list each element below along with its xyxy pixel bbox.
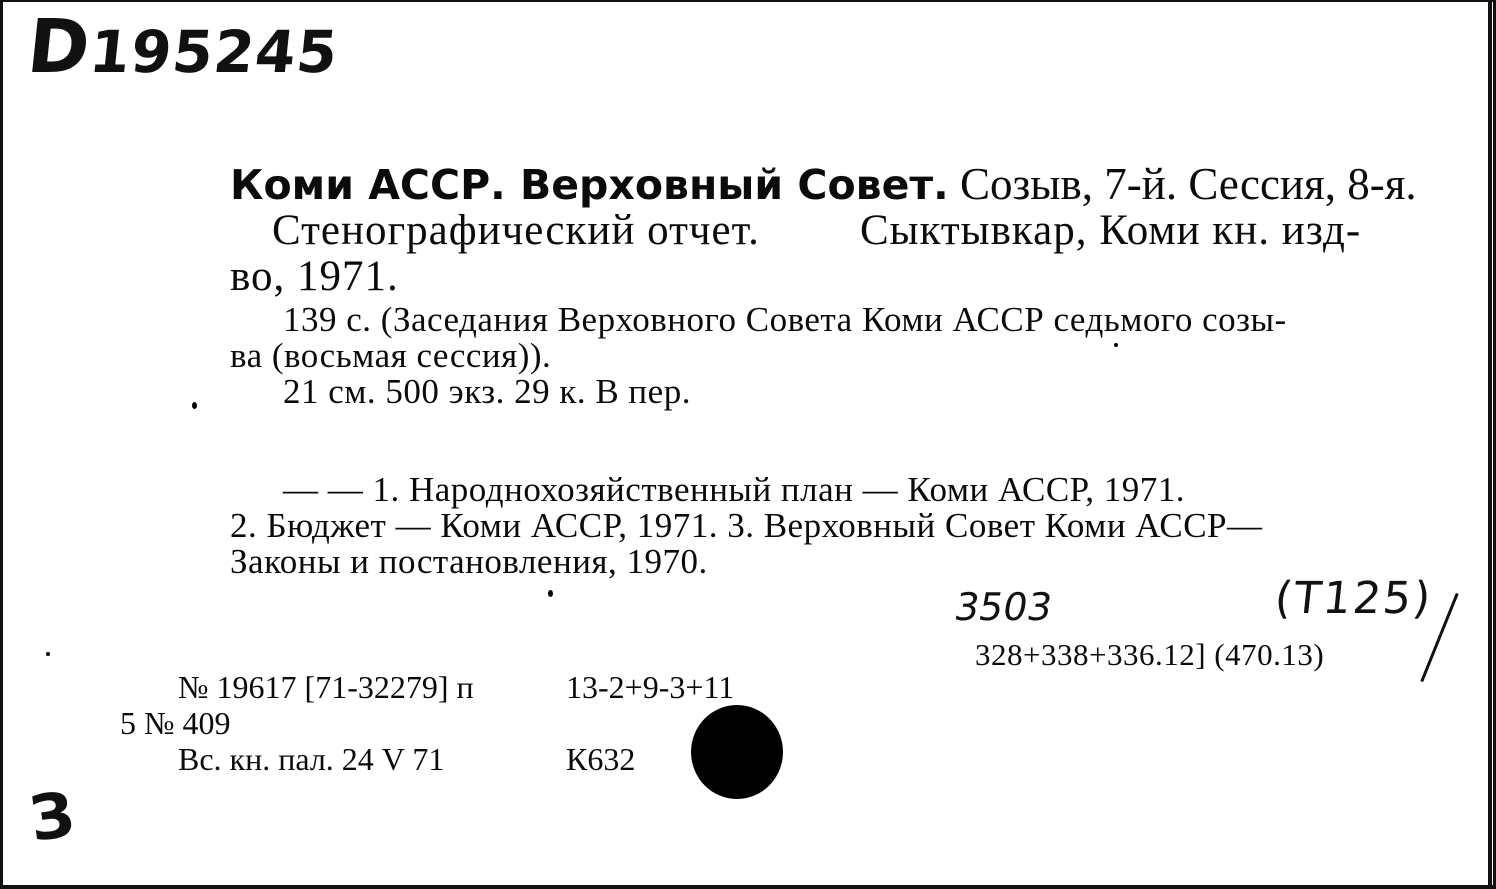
classification-index: 328+338+336.12] (470.13) — [975, 637, 1325, 672]
ink-speck — [46, 652, 50, 656]
punched-hole — [691, 705, 783, 799]
ink-speck — [192, 402, 197, 409]
entry-heading — [230, 158, 1417, 210]
card-border-bottom — [0, 885, 1496, 889]
physical-description: 21 см. 500 экз. 29 к. В пер. — [283, 372, 691, 411]
accession-prefix: D — [23, 4, 95, 90]
corner-handwritten-mark: З — [25, 777, 79, 856]
issue-number: 5 № 409 — [120, 705, 231, 741]
ink-speck — [1114, 343, 1118, 347]
imprint-line: Сыктывкар, Коми кн. изд- — [860, 207, 1362, 254]
card-border-right — [1488, 0, 1492, 889]
title-line: Стенографический отчет. — [272, 207, 760, 254]
author-mark: К632 — [566, 741, 636, 777]
accession-digits: 195245 — [86, 18, 342, 86]
record-number: № 19617 [71-32279] п — [178, 669, 474, 705]
handwritten-note: (Т125) — [1272, 573, 1435, 624]
handwritten-inventory: 3503 — [951, 585, 1056, 629]
pagination-line: 139 с. (Заседания Верховного Совета Коми АССР седьмого созы- — [283, 300, 1287, 339]
ink-speck — [548, 590, 553, 597]
imprint-continuation: во, 1971. — [230, 253, 399, 300]
record-code: 13-2+9-3+11 — [566, 669, 735, 705]
subject-line-1: — — 1. Народнохозяйственный план — Коми АССР, 1971. — [283, 470, 1186, 509]
session-info: Созыв, 7-й. Сессия, 8-я. — [959, 159, 1417, 209]
series-line: ва (восьмая сессия)). — [230, 336, 552, 375]
subject-line-2: 2. Бюджет — Коми АССР, 1971. 3. Верховный Совет Коми АССР— — [230, 506, 1263, 545]
chamber-stamp: Вс. кн. пал. 24 V 71 — [178, 741, 445, 777]
accession-number — [23, 4, 343, 90]
subject-line-3: Законы и постановления, 1970. — [230, 542, 708, 581]
corporate-author: Коми АССР. Верховный Совет. — [230, 161, 949, 209]
